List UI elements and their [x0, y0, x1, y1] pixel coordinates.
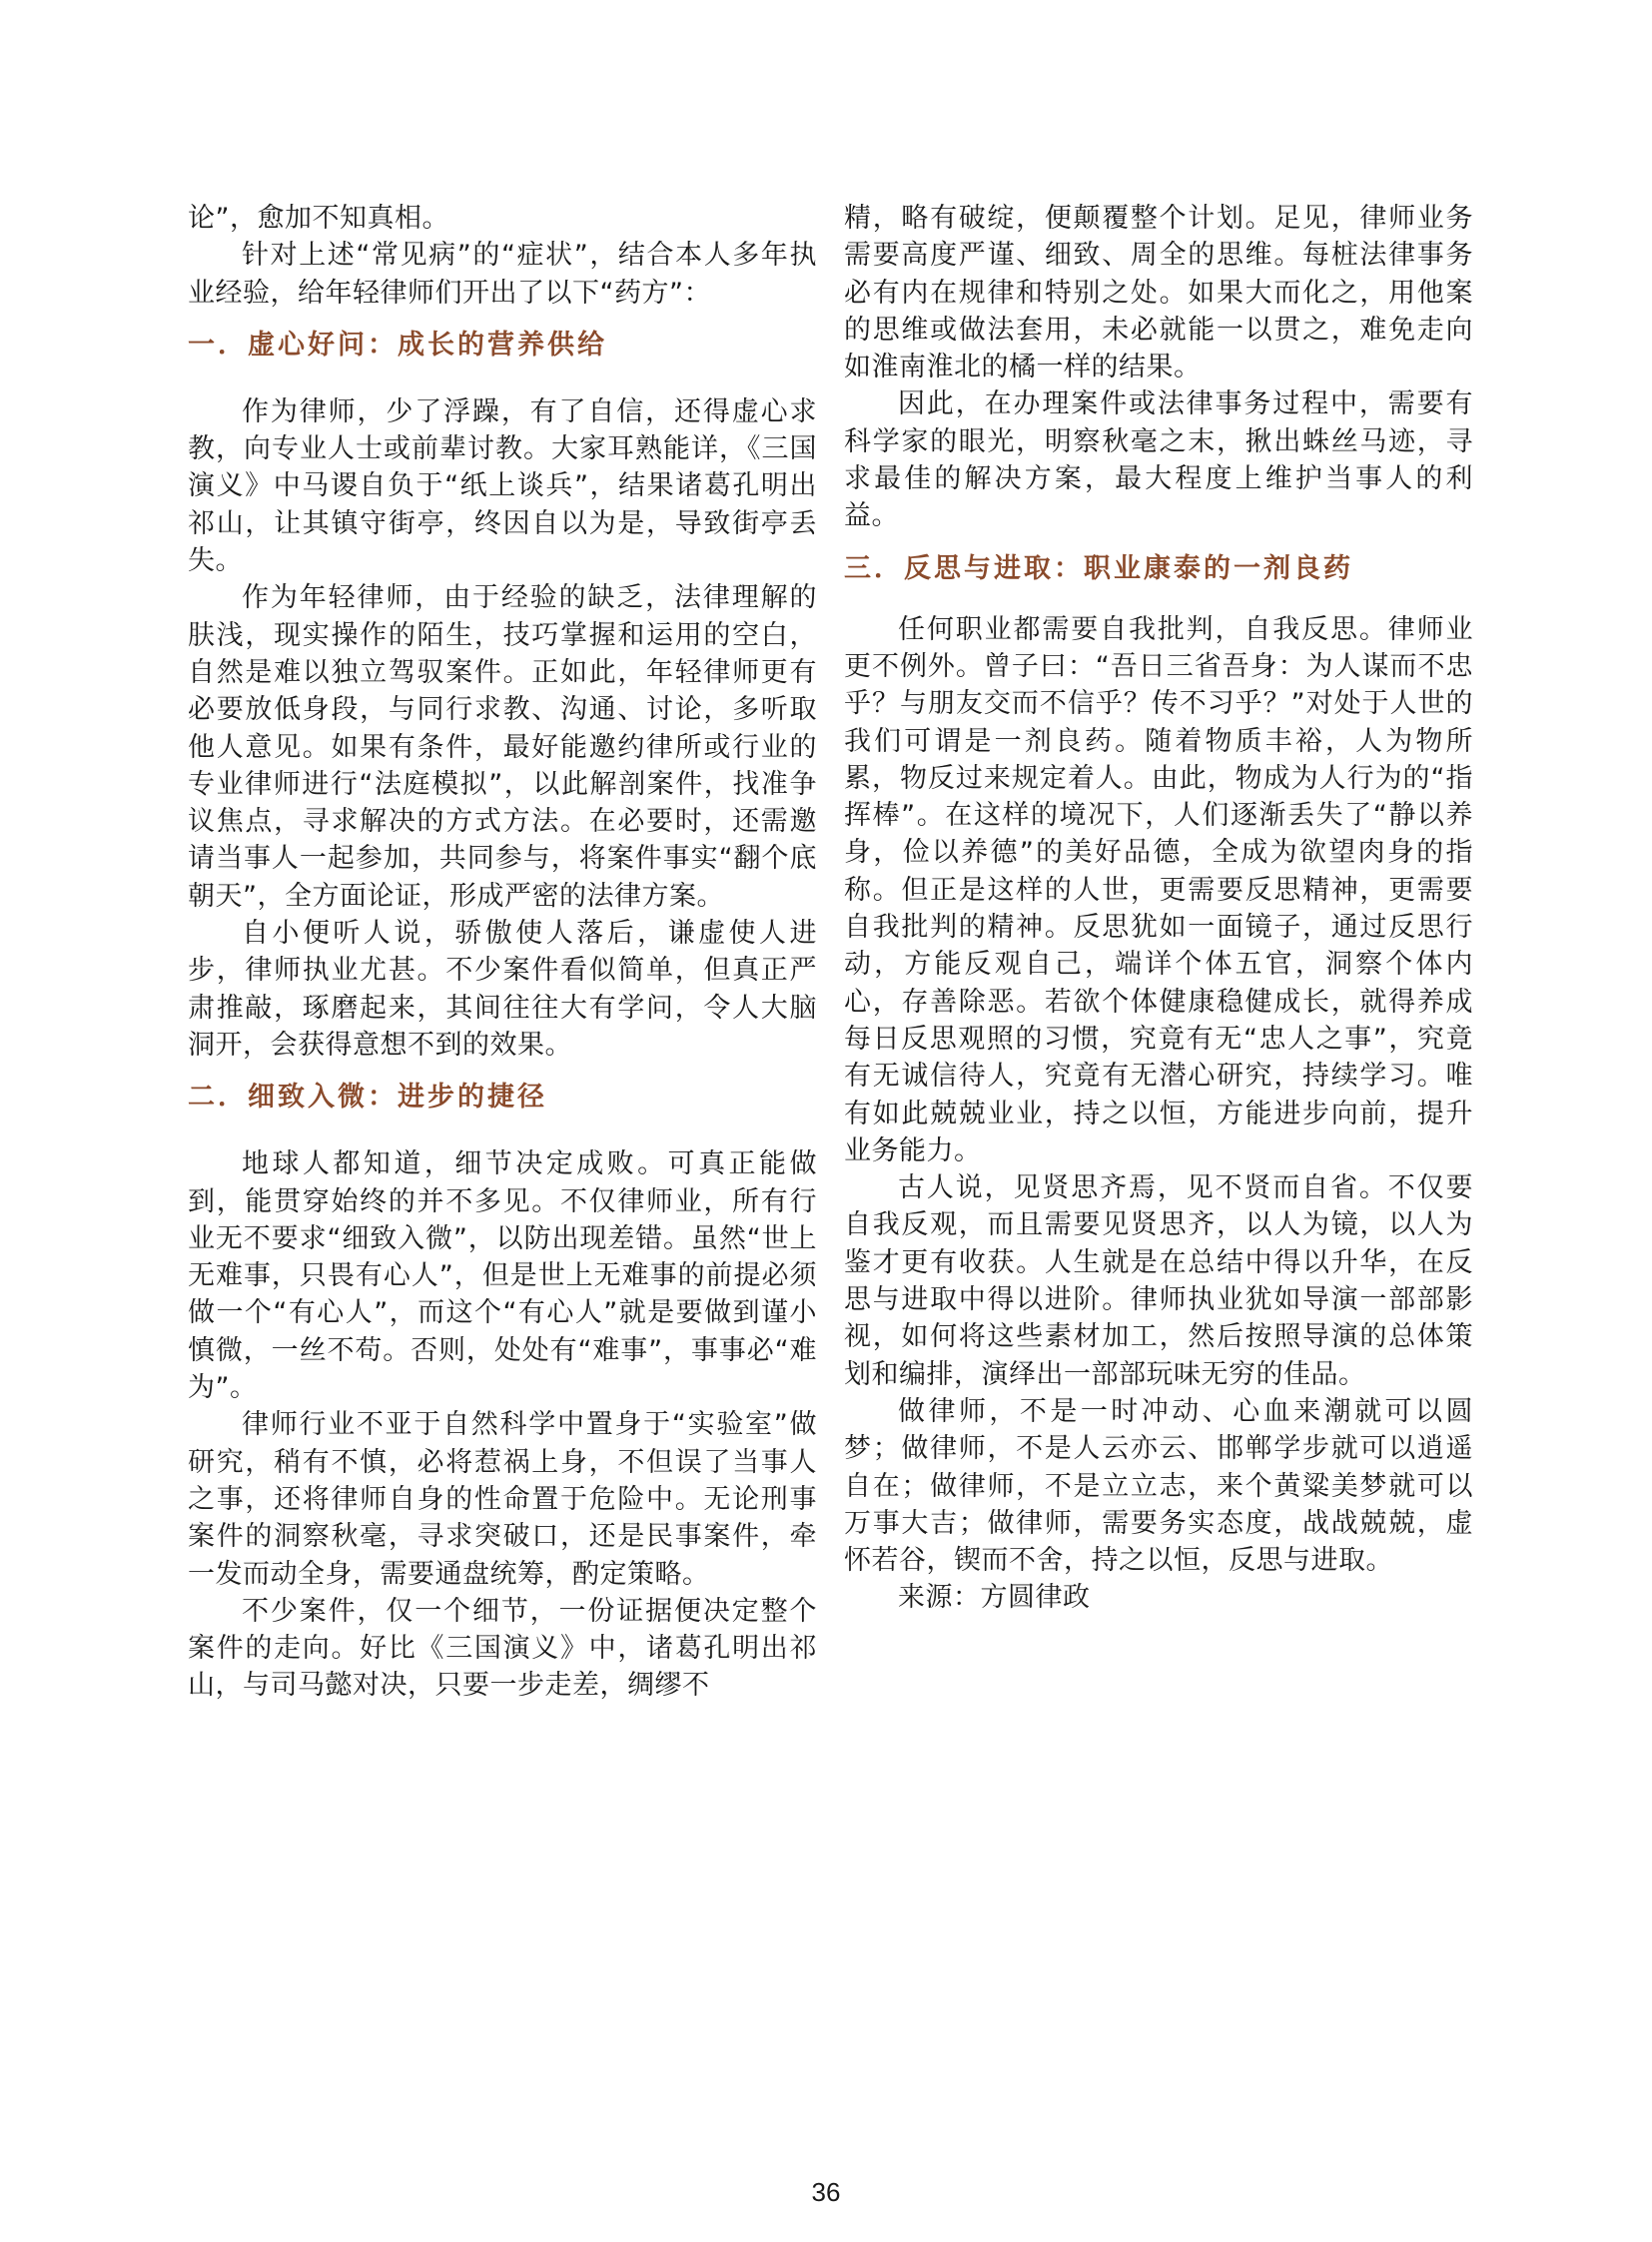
paragraph-continued: 精，略有破绽，便颠覆整个计划。足见，律师业务需要高度严谨、细致、周全的思维。每桩法律事务必有内在规律和特别之处。如果大而化之，用他案的思维或做法套用，未必就能一以贯之，难免走向如淮南淮北的橘一样的结果。 — [844, 203, 1473, 383]
section-2-heading: 二．细致入微：进步的捷径 — [188, 1082, 547, 1114]
paragraph-intro: 针对上述“常见病”的“症状”，结合本人多年执业经验，给年轻律师们开出了以下“药方”： — [188, 240, 817, 309]
section-2-paragraph-1: 地球人都知道，细节决定成败。可真正能做到，能贯穿始终的并不多见。不仅律师业，所有行业无不要求“细致入微”，以防出现差错。虽然“世上无难事，只畏有心人”，但是世上无难事的前提必须做一个“有心人”，而这个“有心人”就是要做到谨小慎微，一丝不苟。否则，处处有“难事”，事事必“难为”。 — [188, 1148, 817, 1404]
section-3-paragraph-2: 古人说，见贤思齐焉，见不贤而自省。不仅要自我反观，而且需要见贤思齐，以人为镜，以人为鉴才更有收获。人生就是在总结中得以升华，在反思与进取中得以进阶。律师执业犹如导演一部部影视，如何将这些素材加工，然后按照导演的总体策划和编排，演绎出一部部玩味无穷的佳品。 — [844, 1172, 1473, 1390]
page-number: 36 — [811, 2177, 841, 2207]
section-1-paragraph-3: 自小便听人说，骄傲使人落后，谦虚使人进步，律师执业尤甚。不少案件看似简单，但真正严肃推敲，琢磨起来，其间往往大有学问，令人大脑洞开，会获得意想不到的效果。 — [188, 918, 817, 1061]
source-credit: 来源：方圆律政 — [898, 1582, 1091, 1614]
left-column — [188, 200, 817, 1705]
right-column — [844, 200, 1473, 1617]
section-3-paragraph-3: 做律师，不是一时冲动、心血来潮就可以圆梦；做律师，不是人云亦云、邯郸学步就可以逍遥自在；做律师，不是立立志，来个黄粱美梦就可以万事大吉；做律师，需要务实态度，战战兢兢，虚怀若谷，锲而不舍，持之以恒，反思与进取。 — [844, 1395, 1473, 1577]
section-3-heading: 三．反思与进取：职业康泰的一剂良药 — [844, 552, 1353, 584]
section-1-paragraph-1: 作为律师，少了浮躁，有了自信，还得虚心求教，向专业人士或前辈讨教。大家耳熟能详，《三国演义》中马谡自负于“纸上谈兵”，结果诸葛孔明出祁山，让其镇守街亭，终因自以为是，导致街亭丢失。 — [188, 395, 817, 577]
section-2-paragraph-2: 律师行业不亚于自然科学中置身于“实验室”做研究，稍有不慎，必将惹祸上身，不但误了当事人之事，还将律师自身的性命置于危险中。无论刑事案件的洞察秋毫，寻求突破口，还是民事案件，牵一发而动全身，需要通盘统筹，酌定策略。 — [188, 1409, 817, 1590]
section-2-paragraph-3: 不少案件，仅一个细节，一份证据便决定整个案件的走向。好比《三国演义》中，诸葛孔明出祁山，与司马懿对决，只要一步走差，绸缪不 — [188, 1595, 817, 1702]
section-2-paragraph-4: 因此，在办理案件或法律事务过程中，需要有科学家的眼光，明察秋毫之末，揪出蛛丝马迹，寻求最佳的解决方案，最大程度上维护当事人的利益。 — [844, 388, 1473, 532]
section-3-paragraph-1: 任何职业都需要自我批判，自我反思。律师业更不例外。曾子曰：“吾日三省吾身：为人谋而不忠乎？与朋友交而不信乎？传不习乎？”对处于人世的我们可谓是一剂良药。随着物质丰裕，人为物所累，物反过来规定着人。由此，物成为人行为的“指挥棒”。在这样的境况下，人们逐渐丢失了“静以养身，俭以养德”的美好品德，全成为欲望肉身的指称。但正是这样的人世，更需要反思精神，更需要自我批判的精神。反思犹如一面镜子，通过反思行动，方能反观自己，端详个体五官，洞察个体内心，存善除恶。若欲个体健康稳健成长，就得养成每日反思观照的习惯，究竟有无“忠人之事”，究竟有无诚信待人，究竟有无潜心研究，持续学习。唯有如此兢兢业业，持之以恒，方能进步向前，提升业务能力。 — [844, 613, 1473, 1166]
section-1-heading: 一．虚心好问：成长的营养供给 — [188, 329, 607, 361]
section-1-paragraph-2: 作为年轻律师，由于经验的缺乏，法律理解的肤浅，现实操作的陌生，技巧掌握和运用的空白，自然是难以独立驾驭案件。正如此，年轻律师更有必要放低身段，与同行求教、沟通、讨论，多听取他人意见。如果有条件，最好能邀约律所或行业的专业律师进行“法庭模拟”，以此解剖案件，找准争议焦点，寻求解决的方式方法。在必要时，还需邀请当事人一起参加，共同参与，将案件事实“翻个底朝天”，全方面论证，形成严密的法律方案。 — [188, 582, 817, 912]
paragraph-continued: 论”，愈加不知真相。 — [188, 203, 449, 234]
